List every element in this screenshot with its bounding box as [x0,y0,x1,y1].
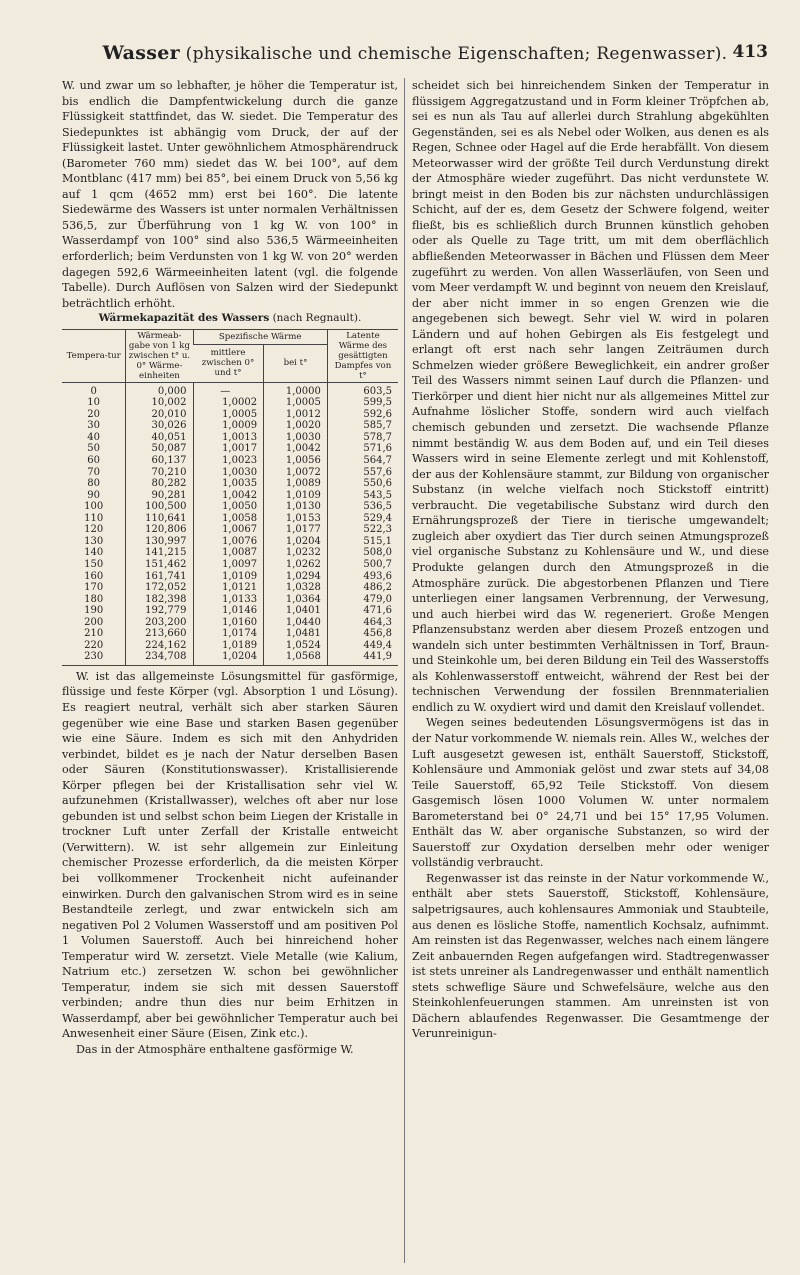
table-cell: 1,0030 [193,467,264,479]
table-row [62,397,398,409]
table-row [62,640,398,652]
col-header-at-t: bei t° [264,344,328,382]
table-row [62,594,398,606]
table-row [62,432,398,444]
table-cell: 90,281 [126,490,193,502]
table-cell: 441,9 [327,651,398,665]
table-cell: 1,0030 [264,432,328,444]
table-cell: 170 [84,582,104,594]
table-cell: 20,010 [126,409,193,421]
table-cell: 60,137 [126,455,193,467]
table-cell: 1,0364 [264,594,328,606]
table-cell: 479,0 [327,594,398,606]
table-cell: 1,0109 [193,571,264,583]
table-cell: 1,0042 [193,490,264,502]
table-row [62,524,398,536]
table-title: Wärmekapazität des Wassers [98,312,270,325]
table-cell: 508,0 [327,547,398,559]
table-cell: 1,0146 [193,605,264,617]
table-cell: 70,210 [126,467,193,479]
table-row [62,490,398,502]
table-cell: 20 [87,408,101,420]
table-cell: 10 [87,397,101,409]
table-cell: 1,0000 [264,382,328,397]
table-cell: 1,0017 [193,443,264,455]
table-cell: 515,1 [327,536,398,548]
table-source: (nach Regnault). [272,312,362,325]
table-cell: 60 [87,455,101,467]
table-cell: 592,6 [327,409,398,421]
table-cell: 1,0013 [193,432,264,444]
table-cell: 1,0005 [193,409,264,421]
table-cell: 1,0012 [264,409,328,421]
table-cell: 0 [90,385,97,397]
table-cell: 1,0401 [264,605,328,617]
table-cell: 1,0009 [193,420,264,432]
table-cell: 1,0076 [193,536,264,548]
table-cell: 1,0568 [264,651,328,665]
table-row [62,617,398,629]
col-header-temperature: Tempera-tur [62,329,126,382]
left-paragraph-3: Das in der Atmosphäre enthaltene gasförmige W. [76,1043,354,1056]
table-cell: 456,8 [327,628,398,640]
table-cell: 0,000 [126,382,193,397]
table-cell: 161,741 [126,571,193,583]
table-cell: 182,398 [126,594,193,606]
table-cell: 1,0524 [264,640,328,652]
table-cell: 1,0058 [193,513,264,525]
table-cell: 1,0050 [193,501,264,513]
table-cell: 1,0020 [264,420,328,432]
table-cell: 30 [87,420,101,432]
table-cell: 230 [62,651,126,665]
table-cell: 1,0160 [193,617,264,629]
table-cell: 449,4 [327,640,398,652]
column-divider [404,78,405,1263]
table-cell: 151,462 [126,559,193,571]
right-paragraph-1: scheidet sich bei hinreichendem Sinken der Temperatur in flüssigem Aggregatzustand und in Form kleiner Tröpfchen ab, sei es nun als Tau auf allerlei durch Strahlung abgekühlten Gegenständen, sei es als Nebel oder Wolken, aus denen es als Regen, Schnee oder Hagel auf die Erde herabfällt. Von diesem Meteorwasser wird der größte Teil durch Verdunstung direkt der Atmosphäre wieder zugeführt. Das nicht verdunstete W. bringt meist in den Boden bis zur nächsten undurchlässigen Schicht, auf der es, dem Gesetz der Schwere folgend, weiter fließt, bis es schließlich durch Brunnen künstlich gehoben oder als Quelle zu Tage tritt, um mit dem oberflächlich abfließenden Meteorwasser in Bächen und Flüssen dem Meer zugeführt zu werden. Von allen Wasserläufen, von Seen und vom Meer verdampft W. und beginnt von neuem den Kreislauf, der aber nicht immer in so engen Grenzen wie die angegebenen sich bewegt. Sehr viel W. wird in polaren Ländern und auf hohen Gebirgen als Eis festgelegt und erlangt oft erst nach sehr langen Zeiträumen durch Schmelzen wieder größere Beweglichkeit, ein andrer großer Teil des Wassers nimmt seinen Lauf durch die Pflanzen- und Tierkörper und dient hier nicht nur als allgemeines Mittel zur Aufnahme löslicher Stoffe, sondern wird auch vielfach chemisch gebunden und zersetzt. Die wachsende Pflanze nimmt beständig W. aus dem Boden auf, und ein Teil dieses Wassers wird in seine Elemente zerlegt und mit Kohlenstoff, der aus der Kohlensäure stammt, zur Bildung von organischer Substanz (in welche vielfach noch Stickstoff eintritt) verbraucht. Die vegetabilische Substanz wird durch den Ernährungsprozeß der Tiere in tierische umgewandelt; zugleich aber oxydiert das Tier durch seinen Atmungsprozeß viel organische Substanz zu Kohlensäure und W., und diese Produkte gelangen durch den Atmungsprozeß in die Atmosphäre zurück. Die abgestorbenen Pflanzen und Tiere unterliegen einer langsamen Verbrennung, der Verwesung, und auch hierbei wird das W. regeneriert. Große Mengen Pflanzensubstanz werden aber diesem Prozeß entzogen und wandeln sich unter bestimmten Verhältnissen in Torf, Braun- und Steinkohle um, bei deren Bildung ein Teil des Wasserstoffs als Kohlenwasserstoff entweicht, während der Rest bei der technischen Verwendung der fossilen Brennmaterialien endlich zu W. oxydiert wird und damit den Kreislauf vollendet. [412,79,769,714]
table-cell: 1,0174 [193,628,264,640]
table-cell: 1,0023 [193,455,264,467]
table-cell: 234,708 [126,651,193,665]
table-cell: — [193,382,264,397]
table-cell: 10,002 [126,397,193,409]
table-cell: 557,6 [327,467,398,479]
table-row [62,513,398,525]
right-paragraph-2: Wegen seines bedeutenden Lösungsvermögens ist das in der Natur vorkommende W. niemals rein. Alles W., welches der Luft ausgesetzt gewesen ist, enthält Sauerstoff, Stickstoff, Kohlensäure und Ammoniak gelöst und zwar stets auf 34,08 Teile Sauerstoff, 65,92 Teile Stickstoff. Von diesem Gasgemisch lösen 1000 Volumen W. unter normalem Barometerstand bei 0° 24,71 und bei 15° 17,95 Volumen. Enthält das W. aber organische Substanzen, so wird der Sauerstoff zur Oxydation derselben mehr oder weniger vollständig verbraucht. [412,716,769,870]
table-cell: 500,7 [327,559,398,571]
table-row [62,409,398,421]
table-cell: 30,026 [126,420,193,432]
table-cell: 100,500 [126,501,193,513]
col-header-mean: mittlere zwischen 0° und t° [193,344,264,382]
table-cell: 543,5 [327,490,398,502]
table-cell: 203,200 [126,617,193,629]
table-cell: 224,162 [126,640,193,652]
table-cell: 1,0481 [264,628,328,640]
table-cell: 1,0294 [264,571,328,583]
table-cell: 190 [84,605,104,617]
left-paragraph-2: W. ist das allgemeinste Lösungsmittel für gasförmige, flüssige und feste Körper (vgl. Absorption 1 und Lösung). Es reagiert neutral, verhält sich aber starken Säuren gegenüber wie eine Base und starken Basen gegenüber wie eine Säure. Indem es sich mit den Anhydriden verbindet, bildet es je nach der Natur derselben Basen oder Säuren (Konstitutionswasser). Kristallisierende Körper pflegen bei der Kristallisation sehr viel W. aufzunehmen (Kristallwasser), welches oft aber nur lose gebunden ist und selbst schon beim Liegen der Kristalle in trockner Luft unter Zerfall der Kristalle entweicht (Verwittern). W. ist sehr allgemein zur Einleitung chemischer Prozesse erforderlich, da die meisten Körper bei vollkommener Trockenheit nicht aufeinander einwirken. Durch den galvanischen Strom wird es in seine Bestandteile zerlegt, und zwar entwickeln sich am negativen Pol 2 Volumen Wasserstoff und am positiven Pol 1 Volumen Sauerstoff. Auch bei hinreichend hoher Temperatur wird W. zersetzt. Viele Metalle (wie Kalium, Natrium etc.) zersetzen W. schon bei gewöhnlicher Temperatur, indem sie sich mit dessen Sauerstoff verbinden; andre thun dies nur beim Erhitzen in Wasserdampf, aber bei gewöhnlicher Temperatur auch bei Anwesenheit einer Säure (Eisen, Zink etc.). [62,669,398,1041]
table-cell: 110,641 [126,513,193,525]
table-cell: 213,660 [126,628,193,640]
page-number: 413 [732,42,768,62]
table-cell: 80,282 [126,478,193,490]
table-cell: 471,6 [327,605,398,617]
table-cell: 464,3 [327,617,398,629]
table-cell: 1,0005 [264,397,328,409]
running-title [62,42,768,64]
table-row [62,536,398,548]
table-cell: 1,0042 [264,443,328,455]
table-row [62,443,398,455]
table-cell: 220 [84,639,104,651]
table-cell: 1,0072 [264,467,328,479]
table-cell: 40,051 [126,432,193,444]
table-cell: 160 [84,570,104,582]
table-row [62,478,398,490]
table-cell: 1,0440 [264,617,328,629]
table-cell: 564,7 [327,455,398,467]
table-cell: 70 [87,466,101,478]
table-cell: 1,0067 [193,524,264,536]
heat-capacity-table [62,329,398,666]
right-paragraph-3: Regenwasser ist das reinste in der Natur vorkommende W., enthält aber stets Sauerstoff, Stickstoff, Kohlensäure, salpetrigsaures, auch kohlensaures Ammoniak und Staubteile, aus denen es lösliche Stoffe, namentlich Kochsalz, aufnimmt. Am reinsten ist das Regenwasser, welches nach einem längere Zeit anbauernden Regen aufgefangen wird. Stadtregenwasser ist stets unreiner als Landregenwasser und enthält namentlich stets schweflige Säure und Schwefelsäure, welche aus den Steinkohlenfeuerungen stammen. Am unreinsten ist von Dächern ablaufendes Regenwasser. Die Gesamtmenge der Verunreinigun- [412,871,769,1041]
table-cell: 550,6 [327,478,398,490]
table-cell: 90 [87,489,101,501]
table-row [62,382,398,397]
table-cell: 585,7 [327,420,398,432]
table-body [62,382,398,665]
table-cell: 1,0087 [193,547,264,559]
table-cell: 571,6 [327,443,398,455]
table-row [62,628,398,640]
title-subtitle: (physikalische und chemische Eigenschaften; Regenwasser). [185,44,728,64]
table-cell: 1,0328 [264,582,328,594]
table-row [62,420,398,432]
table-cell: 150 [84,558,104,570]
table-cell: 1,0056 [264,455,328,467]
table-cell: 110 [84,512,104,524]
table-cell: 172,052 [126,582,193,594]
title-keyword: Wasser [102,42,180,64]
table-cell: 40 [87,431,101,443]
table-cell: 522,3 [327,524,398,536]
table-cell: 120 [84,524,104,536]
col-header-specific-heat: Spezifische Wärme [193,329,327,344]
table-cell: 486,2 [327,582,398,594]
table-cell: 100 [84,501,104,513]
table-cell: 1,0204 [264,536,328,548]
table-cell: 1,0089 [264,478,328,490]
table-cell: 50 [87,443,101,455]
table-cell: 1,0262 [264,559,328,571]
table-cell: 180 [84,593,104,605]
table-row [62,547,398,559]
table-row [62,467,398,479]
left-column [62,78,398,1058]
table-cell: 120,806 [126,524,193,536]
table-cell: 50,087 [126,443,193,455]
col-header-latent-heat: Latente Wärme des gesättigten Dampfes von t° [327,329,398,382]
table-cell: 529,4 [327,513,398,525]
table-caption [62,311,398,327]
table-row [62,571,398,583]
table-row [62,651,398,665]
table-cell: 1,0153 [264,513,328,525]
col-header-heat-release: Wärmeab-gabe von 1 kg zwischen t° u. 0° Wärme-einheiten [126,329,193,382]
table-cell: 1,0109 [264,490,328,502]
table-cell: 140 [84,547,104,559]
table-cell: 1,0097 [193,559,264,571]
table-cell: 130,997 [126,536,193,548]
table-cell: 1,0130 [264,501,328,513]
table-cell: 1,0177 [264,524,328,536]
table-row [62,605,398,617]
table-cell: 1,0002 [193,397,264,409]
table-cell: 210 [84,628,104,640]
table-cell: 192,779 [126,605,193,617]
table-cell: 1,0189 [193,640,264,652]
table-cell: 1,0121 [193,582,264,594]
table-cell: 536,5 [327,501,398,513]
table-cell: 1,0232 [264,547,328,559]
table-cell: 1,0204 [193,651,264,665]
table-cell: 1,0133 [193,594,264,606]
table-row [62,582,398,594]
table-cell: 578,7 [327,432,398,444]
left-paragraph-1: W. und zwar um so lebhafter, je höher die Temperatur ist, bis endlich die Dampfentwickelung durch die ganze Flüssigkeit stattfindet, das W. siedet. Die Temperatur des Siedepunktes ist abhängig vom Druck, der auf der Flüssigkeit lastet. Unter gewöhnlichem Atmosphärendruck (Barometer 760 mm) siedet das W. bei 100°, auf dem Montblanc (417 mm) bei 85°, bei einem Druck von 5,56 kg auf 1 qcm (4652 mm) erst bei 160°. Die latente Siedewärme des Wassers ist unter normalen Verhältnissen 536,5, zur Überführung von 1 kg W. von 100° in Wasserdampf von 100° sind also 536,5 Wärmeeinheiten erforderlich; beim Verdunsten von 1 kg W. von 20° werden dagegen 592,6 Wärmeeinheiten latent (vgl. die folgende Tabelle). Durch Auflösen von Salzen wird der Siedepunkt beträchtlich erhöht. [62,79,398,310]
table-row [62,559,398,571]
table-cell: 599,5 [327,397,398,409]
table-row [62,501,398,513]
page-header [62,42,768,70]
table-cell: 603,5 [327,382,398,397]
table-cell: 493,6 [327,571,398,583]
table-cell: 141,215 [126,547,193,559]
right-column [412,78,769,1042]
table-cell: 1,0035 [193,478,264,490]
table-cell: 80 [87,478,101,490]
table-row [62,455,398,467]
table-cell: 130 [84,535,104,547]
table-cell: 200 [84,616,104,628]
